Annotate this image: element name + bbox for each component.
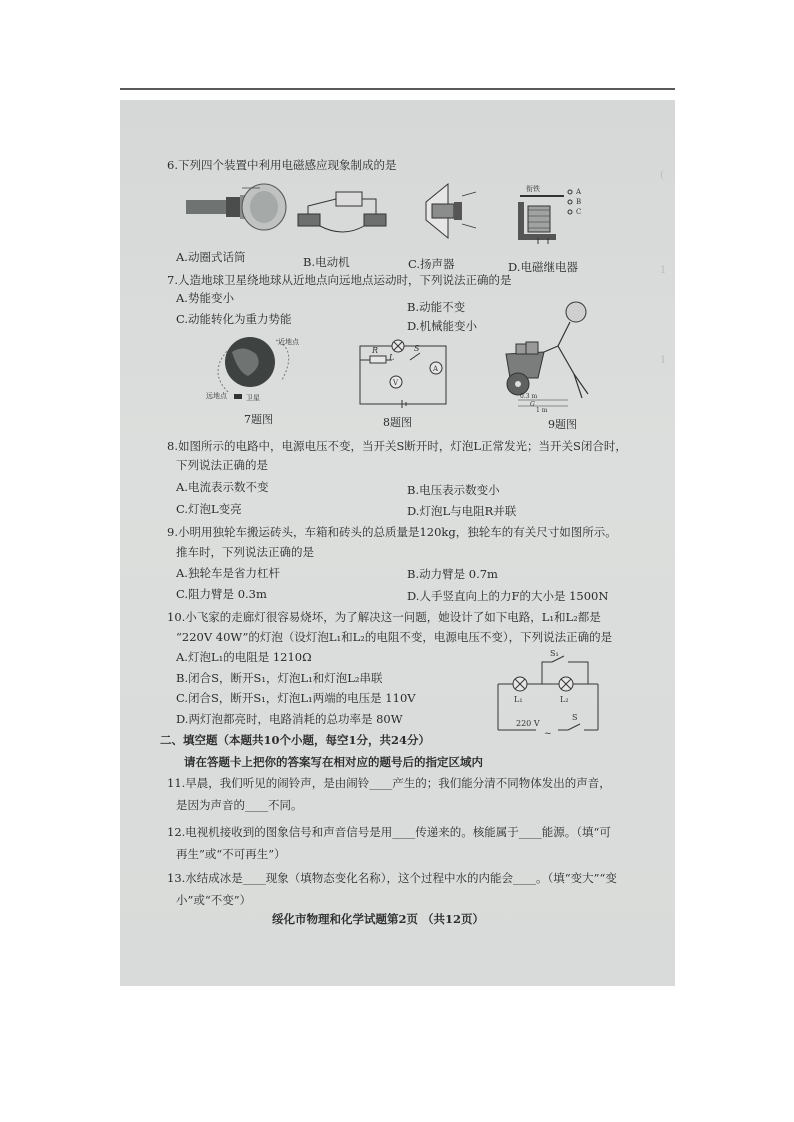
q7-option-d: D.机械能变小 <box>407 319 477 333</box>
fig10-label-voltage: 220 V <box>516 719 540 728</box>
far-point-label: 远地点 <box>206 392 227 400</box>
q11-line1: 11.早晨，我们听见的闹铃声，是由闹铃____产生的；我们能分清不同物体发出的声音， <box>167 776 611 790</box>
fig9-label-g: G <box>530 401 535 408</box>
fig10-label-s1: S₁ <box>550 649 559 658</box>
q11-line2: 是因为声音的____不同。 <box>176 798 303 812</box>
q9-stem-line2: 推车时，下列说法正确的是 <box>176 545 314 559</box>
q12-line2: 再生”或“不可再生”） <box>176 847 286 861</box>
fig10-label-s: S <box>572 713 578 722</box>
fig10-label-l1: L₁ <box>514 695 523 704</box>
q6-option-c: C.扬声器 <box>408 257 455 271</box>
fig10-label-l2: L₂ <box>560 695 569 704</box>
fig10-ac-symbol: ~ <box>544 729 552 738</box>
fig9-dim-03: 0.3 m <box>520 393 538 400</box>
q10-option-c: C.闭合S，断开S₁，灯泡L₁两端的电压是 110V <box>176 691 416 705</box>
fig8-label-s: S <box>414 344 420 353</box>
q7-option-a: A.势能变小 <box>176 291 234 305</box>
fig9-dim-1: 1 m <box>536 407 548 414</box>
ammeter-label: A <box>433 365 439 373</box>
top-rule <box>120 88 675 90</box>
q6-option-a: A.动圈式话筒 <box>176 250 246 264</box>
caption-fig8: 8题图 <box>383 416 412 429</box>
wheelbarrow-figure <box>498 298 608 416</box>
q8-option-b: B.电压表示数变小 <box>407 483 500 497</box>
q10-option-a: A.灯泡L₁的电阻是 1210Ω <box>176 650 312 664</box>
fig8-label-l: L <box>389 353 395 362</box>
microphone-figure <box>182 182 294 232</box>
section2-title: 二、填空题（本题共10个小题，每空1分，共24分） <box>160 733 431 747</box>
section2-instruction: 请在答题卡上把你的答案写在相对应的题号后的指定区域内 <box>184 755 483 769</box>
voltmeter-label: V <box>393 379 399 387</box>
q9-option-b: B.动力臂是 0.7m <box>407 567 498 581</box>
satellite-label: 卫星 <box>246 394 260 402</box>
q10-option-d: D.两灯泡都亮时，电路消耗的总功率是 80W <box>176 712 403 726</box>
fig8-label-r: R <box>372 346 379 355</box>
bleed-mark: 1 <box>660 355 667 366</box>
q8-stem-line1: 8.如图所示的电路中，电源电压不变，当开关S断开时，灯泡L正常发光；当开关S闭合时， <box>167 439 627 453</box>
satellite-icon <box>234 394 242 399</box>
relay-label-a: A <box>576 188 582 196</box>
caption-fig7: 7题图 <box>244 413 273 426</box>
q7-option-b: B.动能不变 <box>407 300 466 314</box>
bleed-mark: ( <box>660 170 664 181</box>
q9-option-a: A.独轮车是省力杠杆 <box>176 566 280 580</box>
q12-line1: 12.电视机接收到的图象信号和声音信号是用____传递来的。核能属于____能源。（填“可 <box>167 825 611 839</box>
exam-page-photo <box>120 100 675 986</box>
circuit-fig8 <box>358 338 450 408</box>
motor-figure <box>288 188 393 238</box>
q9-option-d: D.人手竖直向上的力F的大小是 1500N <box>407 589 609 603</box>
q6-stem: 6.下列四个装置中利用电磁感应现象制成的是 <box>167 158 397 172</box>
relay-label-armature: 衔铁 <box>526 185 540 193</box>
q9-stem-line1: 9.小明用独轮车搬运砖头，车箱和砖头的总质量是120kg，独轮车的有关尺寸如图所示。 <box>167 525 617 539</box>
q9-option-c: C.阻力臂是 0.3m <box>176 587 267 601</box>
q10-stem-line1: 10.小飞家的走廊灯很容易烧坏，为了解决这一问题，她设计了如下电路，L₁和L₂都是 <box>167 610 601 624</box>
circuit-fig10 <box>492 648 604 738</box>
relay-figure <box>508 182 598 244</box>
q7-option-c: C.动能转化为重力势能 <box>176 312 292 326</box>
q6-option-b: B.电动机 <box>303 255 350 269</box>
page-footer: 绥化市物理和化学试题第2页 （共12页） <box>272 912 485 926</box>
q8-option-a: A.电流表示数不变 <box>176 480 269 494</box>
q8-option-c: C.灯泡L变亮 <box>176 502 242 516</box>
relay-label-c: C <box>576 208 582 216</box>
q8-option-d: D.灯泡L与电阻R并联 <box>407 504 517 518</box>
near-point-label: 近地点 <box>278 338 299 346</box>
q7-stem: 7.人造地球卫星绕地球从近地点向远地点运动时，下列说法正确的是 <box>167 273 512 287</box>
earth-orbit-figure <box>198 332 318 412</box>
speaker-figure <box>412 180 482 242</box>
bleed-mark: 1 <box>660 265 667 276</box>
q13-line2: 小”或“不变”） <box>176 893 252 907</box>
q10-stem-line2: “220V 40W”的灯泡（设灯泡L₁和L₂的电阻不变，电源电压不变），下列说法正确的是 <box>176 630 613 644</box>
q8-stem-line2: 下列说法正确的是 <box>176 458 268 472</box>
q6-option-d: D.电磁继电器 <box>508 260 578 274</box>
relay-label-b: B <box>576 198 582 206</box>
q13-line1: 13.水结成冰是____现象（填物态变化名称），这个过程中水的内能会____。（填“变大”“变 <box>167 871 617 885</box>
q10-option-b: B.闭合S，断开S₁，灯泡L₁和灯泡L₂串联 <box>176 671 383 685</box>
caption-fig9: 9题图 <box>548 418 577 431</box>
